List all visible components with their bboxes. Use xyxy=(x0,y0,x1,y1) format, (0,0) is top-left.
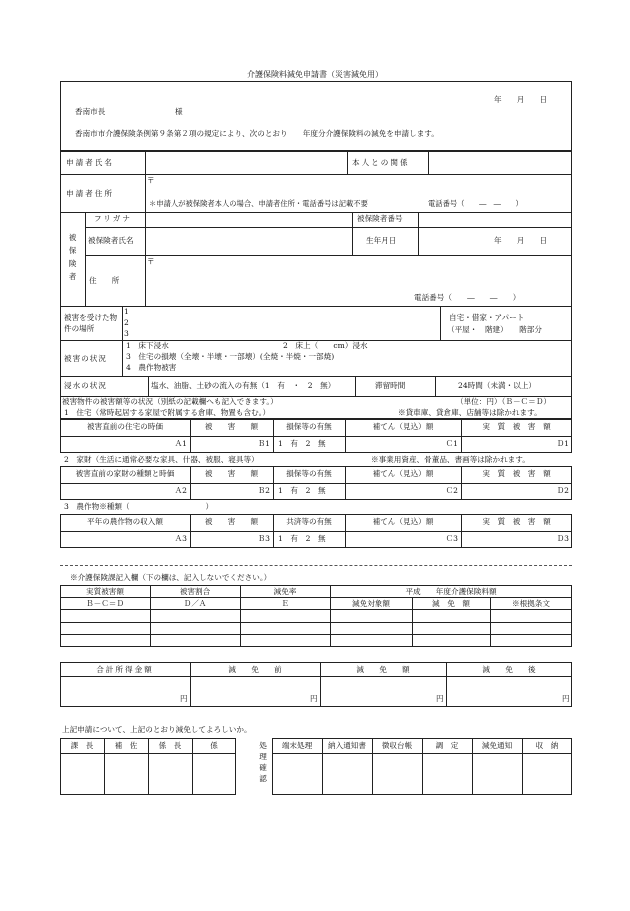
stamp-kakari: 係 xyxy=(210,741,218,750)
office-h-da: Ｄ／Ａ xyxy=(183,599,207,608)
process-notice: 納入通知書 xyxy=(328,741,366,750)
damage-place-label-text: 被害を受けた物件の場所 xyxy=(64,313,118,333)
calc-h-amount: 減 免 額 xyxy=(356,665,410,674)
cut-line xyxy=(60,565,572,566)
s1-cell-a: Ａ1 xyxy=(174,439,187,448)
addressee-honorific: 様 xyxy=(175,107,183,116)
addressee: 香南市長 xyxy=(75,107,106,116)
damage-status-3: 3 住宅の損壊（全壊・半壊・一部壊）(全焼・半焼・一部焼) xyxy=(126,352,335,361)
s1-h-insurance: 損保等の有無 xyxy=(286,422,332,431)
office-h-rate: 減免率 xyxy=(273,587,297,596)
damage-place-num-3: 3 xyxy=(124,329,129,338)
amounts-unit: （単位：円）（Ｂ－Ｃ＝Ｄ） xyxy=(456,397,551,406)
s2-h-actual: 実 質 被 害 額 xyxy=(482,469,551,478)
flood-label: 浸水の状況 xyxy=(64,381,107,390)
office-h-ratio: 被害割合 xyxy=(179,587,211,596)
calc-yen-4: 円 xyxy=(562,694,570,703)
process-collection: 収 納 xyxy=(535,741,559,750)
calc-h-before: 減 免 前 xyxy=(228,665,282,674)
process-label: 処理確認 xyxy=(259,741,267,783)
applicant-name-label: 申請者氏名 xyxy=(66,158,114,167)
intro-text: 香南市市介護保険条例第９条第２項の規定により、次のとおり 年度分介護保険料の減免を申請します。 xyxy=(75,129,439,138)
flood-text: 塩水、油脂、土砂の流入の有無（1 有 ・ 2 無） xyxy=(151,381,336,390)
s1-cell-c: Ｃ1 xyxy=(445,439,458,448)
s3-h-damage: 被 害 額 xyxy=(204,517,259,526)
birth-date-label: 生年月日 xyxy=(366,236,397,245)
process-terminal: 端末処理 xyxy=(281,741,313,750)
s3-h-compensation: 補てん（見込）額 xyxy=(372,517,434,526)
birth-date-value: 年 月 日 xyxy=(494,236,548,245)
damage-status-1: 1 床下浸水 xyxy=(126,341,169,350)
stamp-hosa: 補 佐 xyxy=(114,741,138,750)
damage-place-num-1: 1 xyxy=(124,307,129,316)
s2-cell-c: Ｃ2 xyxy=(445,486,458,495)
stay-time-label: 滞留時間 xyxy=(375,381,406,390)
section1-note: ※貸車庫、貸倉庫、店舗等は除かれます。 xyxy=(398,408,542,417)
s3-cell-d: Ｄ3 xyxy=(556,534,569,543)
calc-yen-3: 円 xyxy=(436,694,444,703)
s2-h-value: 被害直前の家財の種類と時価 xyxy=(75,469,175,478)
s2-cell-d: Ｄ2 xyxy=(556,486,569,495)
s2-h-insurance: 損保等の有無 xyxy=(286,469,332,478)
s3-cell-c: Ｃ3 xyxy=(445,534,458,543)
office-note: ※介護保険課記入欄（下の欄は、記入しないでください。） xyxy=(70,573,272,582)
s1-cell-d: Ｄ1 xyxy=(556,439,569,448)
stay-time-value: 24時間（未満・以上） xyxy=(458,381,537,390)
postal-mark: 〒 xyxy=(147,176,155,185)
damage-place-num-2: 2 xyxy=(124,318,129,327)
insured-number-label: 被保険者番号 xyxy=(357,214,403,223)
section3-title: 3 農作物※種類（ ） xyxy=(64,502,214,511)
calc-h-after: 減 免 後 xyxy=(482,665,536,674)
s3-h-value: 平年の農作物の収入額 xyxy=(87,517,163,526)
s3-cell-b: Ｂ3 xyxy=(257,534,270,543)
stamp-kacho: 課 長 xyxy=(70,741,94,750)
damage-status-label: 被害の状況 xyxy=(64,354,107,363)
relation-label: 本人との関係 xyxy=(352,158,410,167)
s1-cell-insurance: 1 有 2 無 xyxy=(278,439,326,448)
damage-status-4: 4 農作物被害 xyxy=(126,363,177,372)
applicant-table xyxy=(60,151,572,419)
damage-place-label xyxy=(64,312,120,334)
calc-h-income: 合計所得金額 xyxy=(96,665,154,674)
damage-status-2: 2 床上（ cm）浸水 xyxy=(283,341,368,350)
home-type: 自宅・借家・アパート xyxy=(449,313,525,322)
amounts-heading: 被害物件の被害額等の状況（別紙の記載欄へも記入できます。） xyxy=(62,397,278,406)
s1-h-actual: 実 質 被 害 額 xyxy=(482,422,551,431)
insured-name-label: 被保険者氏名 xyxy=(88,236,134,245)
s2-cell-insurance: 1 有 2 無 xyxy=(278,486,326,495)
insured-side-label: 被保険者 xyxy=(68,233,77,281)
insured-address-label: 住 所 xyxy=(89,276,120,285)
process-assessment: 調 定 xyxy=(435,741,459,750)
applicant-address-label: 申請者住所 xyxy=(66,189,114,198)
application-date: 年 月 日 xyxy=(494,95,548,104)
s2-h-damage: 被 害 額 xyxy=(204,469,259,478)
s2-h-compensation: 補てん（見込）額 xyxy=(372,469,434,478)
s3-cell-a: Ａ3 xyxy=(174,534,187,543)
s1-h-compensation: 補てん（見込）額 xyxy=(372,422,434,431)
s2-cell-b: Ｂ2 xyxy=(257,486,270,495)
s3-h-actual: 実 質 被 害 額 xyxy=(482,517,551,526)
section2-note: ※事業用資産、骨董品、書画等は除かれます。 xyxy=(371,455,530,464)
home-subtype: （平屋・ 階建） 階部分 xyxy=(447,325,542,334)
office-h-reduction: 減 免 額 xyxy=(432,599,470,608)
section2-title: 2 家財（生活に通常必要な家具、什器、被服、寝具等） xyxy=(64,455,259,464)
process-reduction-notice: 減免通知 xyxy=(481,741,513,750)
office-h-basis: ※根拠条文 xyxy=(512,599,550,608)
insured-postal-mark: 〒 xyxy=(147,257,155,266)
s2-cell-a: Ａ2 xyxy=(174,486,187,495)
stamp-kakaricho: 係 長 xyxy=(158,741,182,750)
s3-cell-insurance: 1 有 2 無 xyxy=(278,534,326,543)
s3-h-insurance: 共済等の有無 xyxy=(286,517,332,526)
office-h-e: Ｅ xyxy=(281,599,289,608)
applicant-note: ＊申請人が被保険者本人の場合、申請者住所・電話番号は記載不要 xyxy=(149,199,368,208)
intro-box xyxy=(60,81,572,151)
office-h-premium: 平成 年度介護保険料額 xyxy=(405,587,497,596)
s1-h-damage: 被 害 額 xyxy=(204,422,259,431)
furigana-label: フリガナ xyxy=(94,214,132,223)
calc-yen-2: 円 xyxy=(310,694,318,703)
process-ledger: 徴収台帳 xyxy=(381,741,413,750)
applicant-phone: 電話番号（ ― ― ） xyxy=(428,199,523,208)
approval-text: 上記申請について、上記のとおり減免してよろしいか。 xyxy=(62,725,252,734)
section1-title: 1 住宅（常時起居する家屋で附属する倉庫、物置も含む。） xyxy=(64,408,271,417)
s1-h-value: 被害直前の住宅の時価 xyxy=(87,422,163,431)
office-h-formula: Ｂ－Ｃ＝Ｄ xyxy=(86,599,124,608)
page-title: 介護保険料減免申請書（災害減免用） xyxy=(247,70,383,79)
s1-cell-b: Ｂ1 xyxy=(257,439,270,448)
office-h-target: 減免対象額 xyxy=(352,599,390,608)
calc-yen-1: 円 xyxy=(180,694,188,703)
office-h-actual: 実質被害額 xyxy=(86,587,124,596)
insured-phone: 電話番号（ ― ― ） xyxy=(414,293,521,302)
